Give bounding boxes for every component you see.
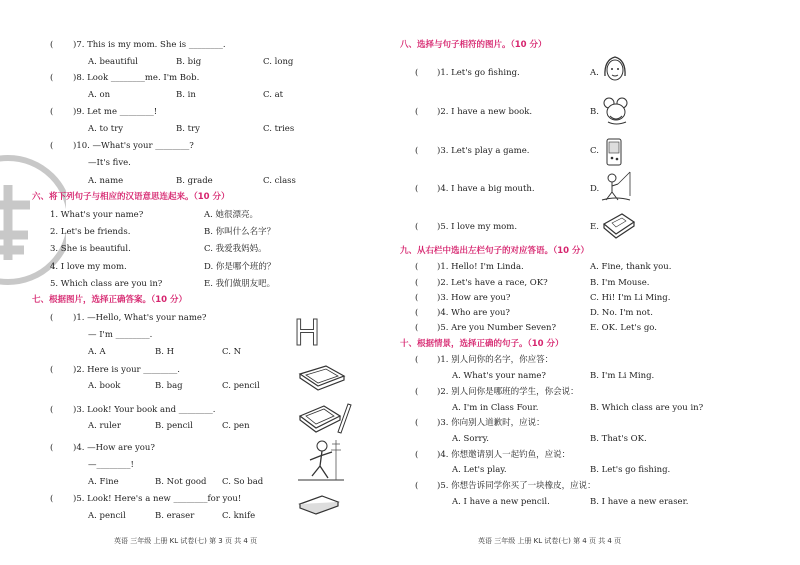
option-b: B. I have a new eraser. bbox=[590, 497, 689, 507]
kid-running-icon bbox=[296, 436, 346, 484]
mouse-character-icon bbox=[600, 96, 632, 126]
paren: ( bbox=[415, 222, 419, 232]
option-a: A. to try bbox=[88, 124, 124, 134]
paren: ( bbox=[50, 107, 54, 117]
section-heading: 六、将下列句子与相应的汉语意思连起来。（10 分） bbox=[32, 192, 230, 202]
option-b: B. H bbox=[155, 347, 175, 357]
page-footer: 英语 三年级 上册 KL 试卷(七) 第 4 页 共 4 页 bbox=[478, 537, 622, 545]
match-right-item: E. 我们做朋友吧。 bbox=[204, 279, 276, 289]
fishing-man-icon bbox=[600, 170, 632, 204]
option-b: B. bag bbox=[155, 381, 183, 391]
option-b: B. in bbox=[176, 90, 196, 100]
paren: ( bbox=[415, 308, 419, 318]
option-c: C. tries bbox=[263, 124, 295, 134]
paren: ( bbox=[415, 146, 419, 156]
book-cover-icon bbox=[600, 210, 636, 240]
match-left-item: 2. Let's be friends. bbox=[50, 227, 131, 237]
question-stem: )3. Let's play a game. bbox=[437, 146, 530, 156]
option-c: C. knife bbox=[222, 511, 256, 521]
question-stem: )4. 你想邀请别人一起钓鱼，应说： bbox=[437, 450, 571, 460]
letter-h-outline bbox=[290, 313, 324, 351]
match-right-item: D. 你是哪个班的？ bbox=[204, 262, 276, 272]
option-c: C. pencil bbox=[222, 381, 260, 391]
question-stem: )9. Let me ________! bbox=[73, 107, 158, 117]
question-stem: )7. This is my mom. She is ________. bbox=[73, 40, 226, 50]
option-a: A. A bbox=[88, 347, 106, 357]
answer-option: E. OK. Let's go. bbox=[590, 323, 657, 333]
paren: ( bbox=[50, 141, 54, 151]
option-a: A. ruler bbox=[88, 421, 121, 431]
letter-h-text: H bbox=[293, 313, 321, 351]
paren: ( bbox=[415, 68, 419, 78]
match-right-item: A. 她很漂亮。 bbox=[204, 210, 259, 220]
question-stem: )3. Look! Your book and ________. bbox=[73, 405, 216, 415]
paren: ( bbox=[50, 405, 54, 415]
book-icon bbox=[296, 362, 348, 392]
section-heading: 八、选择与句子相符的图片。（10 分） bbox=[400, 40, 547, 50]
option-b: B. pencil bbox=[155, 421, 193, 431]
paren: ( bbox=[415, 323, 419, 333]
option-a: A. What's your name? bbox=[452, 371, 546, 381]
paren: ( bbox=[415, 387, 419, 397]
picture-letter: A. bbox=[590, 68, 599, 78]
paren: ( bbox=[50, 73, 54, 83]
match-left-item: 4. I love my mom. bbox=[50, 262, 127, 272]
paren: ( bbox=[50, 40, 54, 50]
picture-letter: D. bbox=[590, 184, 600, 194]
option-b: B. Which class are you in? bbox=[590, 403, 704, 413]
question-stem: )3. 你向别人道歉时，应说： bbox=[437, 418, 545, 428]
question-stem: )5. Look! Here's a new ________for you! bbox=[73, 494, 242, 504]
question-stem: )5. Are you Number Seven? bbox=[437, 323, 557, 333]
question-stem: )10. —What's your ________? bbox=[73, 141, 194, 151]
option-c: C. class bbox=[263, 176, 296, 186]
option-a: A. Let's play. bbox=[452, 465, 507, 475]
option-a: A. beautiful bbox=[88, 57, 139, 67]
paren: ( bbox=[415, 418, 419, 428]
question-stem: )5. I love my mom. bbox=[437, 222, 518, 232]
option-b: B. try bbox=[176, 124, 200, 134]
page-footer: 英语 三年级 上册 KL 试卷(七) 第 3 页 共 4 页 bbox=[114, 537, 258, 545]
question-stem: )5. 你想告诉同学你买了一块橡皮，应说： bbox=[437, 481, 596, 491]
match-left-item: 1. What's your name? bbox=[50, 210, 144, 220]
paren: ( bbox=[415, 450, 419, 460]
option-b: B. Not good bbox=[155, 477, 207, 487]
question-stem: )2. Let's have a race, OK? bbox=[437, 278, 548, 288]
paren: ( bbox=[50, 494, 54, 504]
answer-option: A. Fine, thank you. bbox=[590, 262, 672, 272]
question-sub: — I'm ________. bbox=[88, 330, 153, 340]
paren: ( bbox=[50, 313, 54, 323]
paren: ( bbox=[415, 107, 419, 117]
question-stem: )1. Hello! I'm Linda. bbox=[437, 262, 524, 272]
question-stem: )4. Who are you? bbox=[437, 308, 510, 318]
option-b: B. I'm Li Ming. bbox=[590, 371, 655, 381]
match-left-item: 5. Which class are you in? bbox=[50, 279, 163, 289]
option-a: A. Fine bbox=[88, 477, 119, 487]
option-a: A. pencil bbox=[88, 511, 126, 521]
option-a: A. book bbox=[88, 381, 121, 391]
option-a: A. on bbox=[88, 90, 111, 100]
question-stem: )4. —How are you? bbox=[73, 443, 155, 453]
paren: ( bbox=[415, 184, 419, 194]
question-stem: )2. I have a new book. bbox=[437, 107, 533, 117]
option-a: A. name bbox=[88, 176, 124, 186]
option-c: C. N bbox=[222, 347, 242, 357]
option-b: B. eraser bbox=[155, 511, 195, 521]
question-stem: )1. —Hello, What's your name? bbox=[73, 313, 207, 323]
question-stem: )1. 别人问你的名字，你应答： bbox=[437, 355, 554, 365]
option-b: B. That's OK. bbox=[590, 434, 647, 444]
book-pencil-icon bbox=[296, 398, 352, 438]
section-heading: 九、从右栏中选出左栏句子的对应答语。（10 分） bbox=[400, 246, 590, 256]
game-device-icon bbox=[604, 136, 624, 168]
answer-option: D. No. I'm not. bbox=[590, 308, 653, 318]
paren: ( bbox=[415, 481, 419, 491]
option-a: A. Sorry. bbox=[452, 434, 489, 444]
question-sub: —It's five. bbox=[88, 158, 131, 168]
question-stem: )3. How are you? bbox=[437, 293, 511, 303]
section-heading: 七、根据图片，选择正确答案。（10 分） bbox=[32, 295, 188, 305]
section-heading: 十、根据情景，选择正确的句子。（10 分） bbox=[400, 339, 564, 349]
eraser-icon bbox=[296, 492, 342, 518]
paren: ( bbox=[415, 293, 419, 303]
question-stem: )2. Here is your ________. bbox=[73, 365, 181, 375]
match-left-item: 3. She is beautiful. bbox=[50, 244, 131, 254]
paren: ( bbox=[50, 365, 54, 375]
question-stem: )2. 别人问你是哪班的学生，你会说： bbox=[437, 387, 579, 397]
paren: ( bbox=[50, 443, 54, 453]
girl-face-icon bbox=[602, 54, 628, 86]
question-sub: —________! bbox=[88, 460, 134, 470]
question-stem: )4. I have a big mouth. bbox=[437, 184, 535, 194]
option-c: C. So bad bbox=[222, 477, 264, 487]
option-c: C. at bbox=[263, 90, 284, 100]
paren: ( bbox=[415, 355, 419, 365]
answer-option: C. Hi! I'm Li Ming. bbox=[590, 293, 671, 303]
option-b: B. grade bbox=[176, 176, 213, 186]
picture-letter: B. bbox=[590, 107, 599, 117]
picture-letter: E. bbox=[590, 222, 599, 232]
picture-letter: C. bbox=[590, 146, 599, 156]
match-right-item: B. 你叫什么名字？ bbox=[204, 227, 276, 237]
paren: ( bbox=[415, 278, 419, 288]
match-right-item: C. 我爱我妈妈。 bbox=[204, 244, 267, 254]
option-c: C. long bbox=[263, 57, 294, 67]
paren: ( bbox=[415, 262, 419, 272]
question-stem: )8. Look ________me. I'm Bob. bbox=[73, 73, 200, 83]
question-stem: )1. Let's go fishing. bbox=[437, 68, 520, 78]
answer-option: B. I'm Mouse. bbox=[590, 278, 650, 288]
option-a: A. I have a new pencil. bbox=[452, 497, 550, 507]
option-c: C. pen bbox=[222, 421, 250, 431]
option-b: B. Let's go fishing. bbox=[590, 465, 671, 475]
option-b: B. big bbox=[176, 57, 202, 67]
option-a: A. I'm in Class Four. bbox=[452, 403, 539, 413]
